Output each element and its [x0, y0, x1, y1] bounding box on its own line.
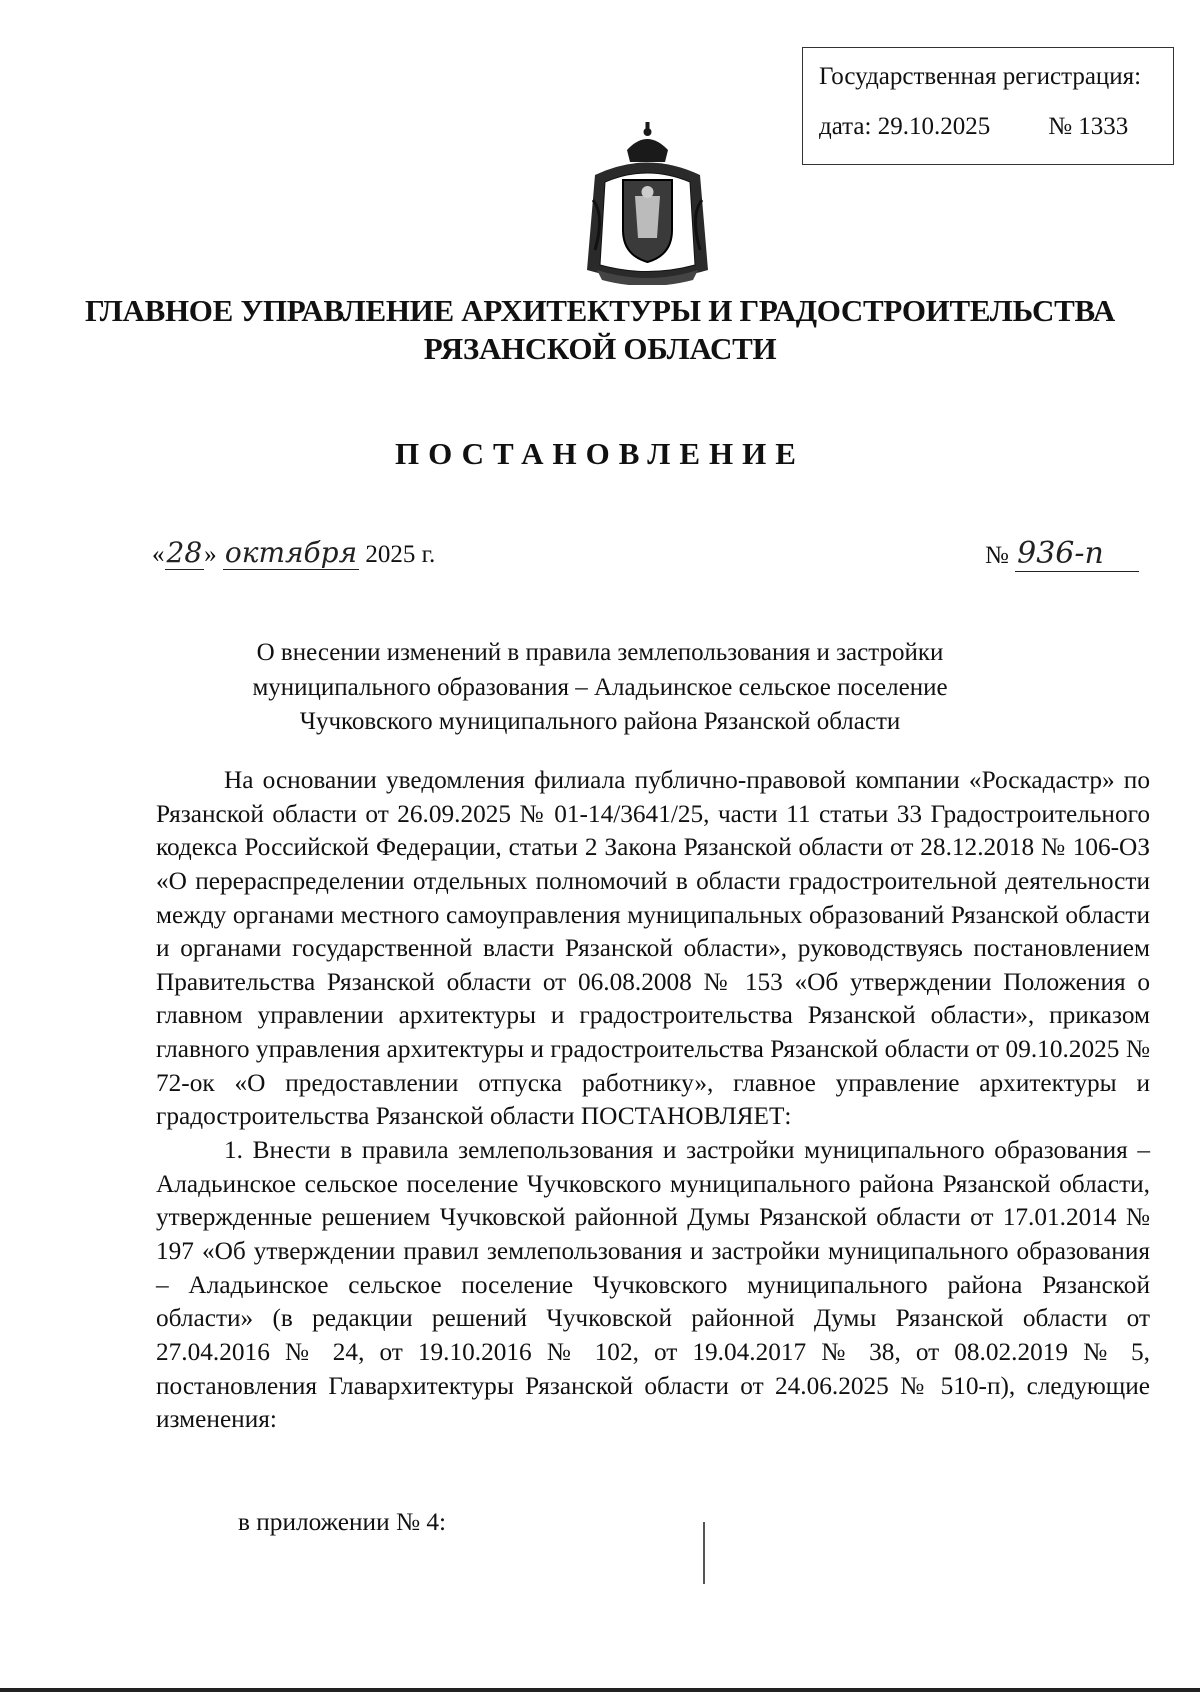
document-date	[152, 536, 435, 570]
scan-bottom-edge	[0, 1688, 1200, 1692]
registration-title: Государственная регистрация:	[819, 63, 1142, 90]
document-type: ПОСТАНОВЛЕНИЕ	[395, 436, 805, 471]
date-year: 2025 г.	[365, 541, 436, 568]
registration-number: № 1333	[1048, 113, 1129, 140]
organization-line-2: РЯЗАНСКОЙ ОБЛАСТИ	[423, 330, 777, 366]
organization-line-1: ГЛАВНОЕ УПРАВЛЕНИЕ АРХИТЕКТУРЫ И ГРАДОСТРОИТЕЛЬСТВА	[84, 293, 1115, 328]
date-day-handwritten: 28	[166, 536, 203, 569]
subject-line-2: муниципального образования – Аладьинское сельское поселение	[252, 673, 948, 701]
subject-line-3: Чучковского муниципального района Рязанской области	[299, 708, 901, 735]
organization-title	[0, 292, 1200, 368]
date-open-quote: «	[152, 541, 165, 568]
document-number	[985, 536, 1139, 572]
appendix-reference: в приложении № 4:	[238, 1508, 447, 1536]
registration-stamp	[802, 47, 1174, 165]
document-body	[156, 764, 1150, 1437]
preamble-paragraph: На основании уведомления филиала публично-правовой компании «Роскадастр» по Рязанской области от 26.09.2025 № 01-14/3641/25, части 11 статьи 33 Градостроительного кодекса Российской Федерации, статьи 2 Закона Рязанской области от 28.12.2018 № 106-ОЗ «О перераспределении отдельных полномочий в области градостроительной деятельности между органами местного самоуправления муниципальных образований Рязанской области и органами государственной власти Рязанской области», руководствуясь постановлением Правительства Рязанской области от 06.08.2008 № 153 «Об утверждении Положения о главном управлении архитектуры и градостроительства Рязанской области», приказом главного управления архитектуры и градостроительства Рязанской области от 09.10.2025 № 72-ок «О предоставлении отпуска работнику», главное управление архитектуры и градостроительства Рязанской области ПОСТАНОВЛЯЕТ:	[156, 766, 1150, 1131]
date-month-handwritten: октября	[224, 536, 358, 569]
registration-details	[819, 112, 1173, 142]
number-value-handwritten: 936-п	[1015, 536, 1139, 572]
item-1-paragraph: 1. Внести в правила землепользования и застройки муниципального образования – Аладьинское сельское поселение Чучковского муниципального района Рязанской области, утвержденные решением Чучковской районной Думы Рязанской области от 17.01.2014 № 197 «Об утверждении правил землепользования и застройки муниципального образования – Аладьинское сельское поселение Чучковского муниципального района Рязанской области» (в редакции решений Чучковской районной Думы Рязанской области от 27.04.2016 № 24, от 19.10.2016 № 102, от 19.04.2017 № 38, от 08.02.2019 № 5, постановления Главархитектуры Рязанской области от 24.06.2025 № 510-п), следующие изменения:	[156, 1136, 1150, 1434]
document-subject	[0, 636, 1200, 740]
subject-line-1: О внесении изменений в правила землепользования и застройки	[256, 639, 944, 666]
date-close-quote: »	[204, 541, 217, 568]
registration-date: дата: 29.10.2025	[819, 113, 991, 140]
ryazan-coat-of-arms-icon	[575, 120, 720, 285]
number-prefix: №	[985, 542, 1009, 569]
scan-artifact	[703, 1522, 705, 1584]
